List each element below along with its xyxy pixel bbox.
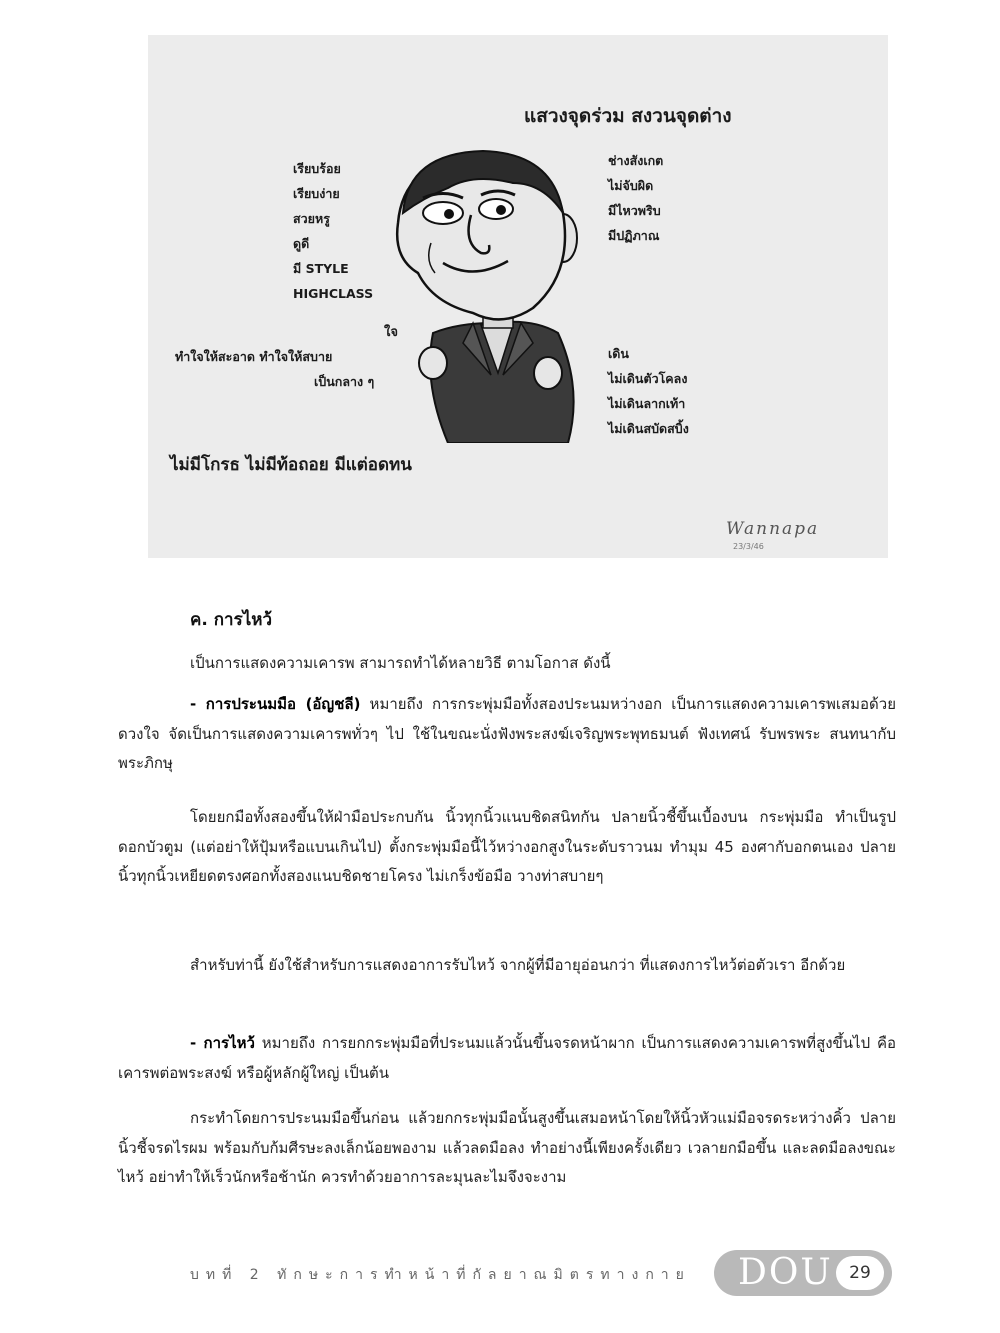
section-title: ค. การไหว้ xyxy=(190,610,273,630)
figure-bottom-phrase: ไม่มีโกรธ ไม่มีท้อถอย มีแต่อดทน xyxy=(170,455,412,475)
response-text: สำหรับท่านี้ ยังใช้สำหรับการแสดงอาการรับไหว้ จากผู้ที่มีอายุอ่อนกว่า ที่แสดงการไหว้ต่อตัวเรา อีกด้วย xyxy=(190,956,846,974)
intro-text: เป็นการแสดงความเคารพ สามารถทำได้หลายวิธี ตามโอกาส ดังนี้ xyxy=(190,654,611,672)
method-text: โดยยกมือทั้งสองขึ้นให้ฝ่ามือประกบกัน นิ้วทุกนิ้วแนบชิดสนิทกัน ปลายนิ้วชี้ขึ้นเบื้องบน กระพุ่มมือ ทำเป็นรูปดอกบัวตูม (แต่อย่าให้ปุ้มหรือแบนเกินไป) ตั้งกระพุ่มมือนี้ไว้หว่างอกสูงในระดับราวนม ทำมุม 45 องศากับอกตนเอง ปลายนิ้วทุกนิ้วเหยียดตรงศอกทั้งสองแนบชิดชายโครง ไม่เกร็งข้อมือ วางท่าสบายๆ xyxy=(118,808,896,885)
paragraph-wai xyxy=(118,1029,896,1088)
left-list-item: มี STYLE xyxy=(293,261,349,276)
right-list-item: มีไหวพริบ xyxy=(608,203,661,218)
heart-line-2: เป็นกลาง ๆ xyxy=(314,374,375,389)
left-list-item: ดูดี xyxy=(293,236,310,251)
artist-signature: Wannapa xyxy=(726,519,820,539)
left-list-item: สวยหรู xyxy=(293,211,330,226)
left-list-item: เรียบง่าย xyxy=(293,186,340,201)
term-wai: - การไหว้ xyxy=(190,1034,255,1052)
walk-list-item: ไม่เดินตัวโคลง xyxy=(608,371,688,386)
walk-list-item: ไม่เดินลากเท้า xyxy=(608,396,686,411)
figure-walk-list xyxy=(608,348,689,448)
chapter-footer: บทที่ 2 ทักษะการทำหน้าที่กัลยาณมิตรทางกาย xyxy=(190,1267,691,1283)
left-list-item: HIGHCLASS xyxy=(293,286,374,301)
dou-logo: DOU xyxy=(738,1252,833,1293)
term-pranom: - การประนมมือ (อัญชลี) xyxy=(190,695,361,713)
walk-list-item: ไม่เดินสบัดสบิ้ง xyxy=(608,421,689,436)
wai-method-text: กระทำโดยการประนมมือขึ้นก่อน แล้วยกกระพุ่มมือนั้นสูงขึ้นเสมอหน้าโดยให้นิ้วหัวแม่มือจรดระหว่างคิ้ว ปลายนิ้วชี้จรดไรผม พร้อมกับก้มศีรษะลงเล็กน้อยพองาม แล้วลดมือลง ทำอย่างนี้เพียงครั้งเดียว เวลายกมือขึ้น และลดมือลงขณะไหว้ อย่าทำให้เร็วนักหรือช้านัก ควรทำด้วยอาการละมุนละไมจึงจะงาม xyxy=(118,1109,896,1186)
heart-title: ใจ xyxy=(384,325,398,340)
cartoon-man-drawing xyxy=(363,143,603,443)
pranom-text: หมายถึง การกระพุ่มมือทั้งสองประนมหว่างอก เป็นการแสดงความเคารพเสมอด้วยดวงใจ จัดเป็นการแสดงความเคารพทั่วๆ ไป ใช้ในขณะนั่งฟังพระสงฆ์เจริญพระพุทธมนต์ ฟังเทศน์ รับพรพระ สนทนากับพระภิกษุ xyxy=(118,695,896,772)
figure-left-list xyxy=(293,163,373,313)
page-badge xyxy=(714,1250,892,1296)
paragraph-method xyxy=(118,803,896,892)
right-list-item: ช่างสังเกต xyxy=(608,153,664,168)
paragraph-response xyxy=(118,951,896,981)
wai-text: หมายถึง การยกกระพุ่มมือที่ประนมแล้วนั้นขึ้นจรดหน้าผาก เป็นการแสดงความเคารพที่สูงขึ้นไป คือ เคารพต่อพระสงฆ์ หรือผู้หลักผู้ใหญ่ เป็นต้น xyxy=(118,1034,896,1082)
paragraph-pranom xyxy=(118,690,896,779)
right-list-item: มีปฏิภาณ xyxy=(608,228,660,243)
figure-right-list xyxy=(608,155,663,255)
right-list-item: ไม่จับผิด xyxy=(608,178,654,193)
figure-heading: แสวงจุดร่วม สงวนจุดต่าง xyxy=(524,105,732,127)
paragraph-wai-method xyxy=(118,1104,896,1193)
page-number: 29 xyxy=(836,1256,884,1290)
left-list-item: เรียบร้อย xyxy=(293,161,341,176)
cartoon-illustration xyxy=(148,35,888,558)
walk-list-item: เดิน xyxy=(608,346,629,361)
heart-line-1: ทำใจให้สะอาด ทำใจให้สบาย xyxy=(175,349,333,364)
signature-date: 23/3/46 xyxy=(733,542,764,551)
intro-paragraph xyxy=(118,649,896,679)
